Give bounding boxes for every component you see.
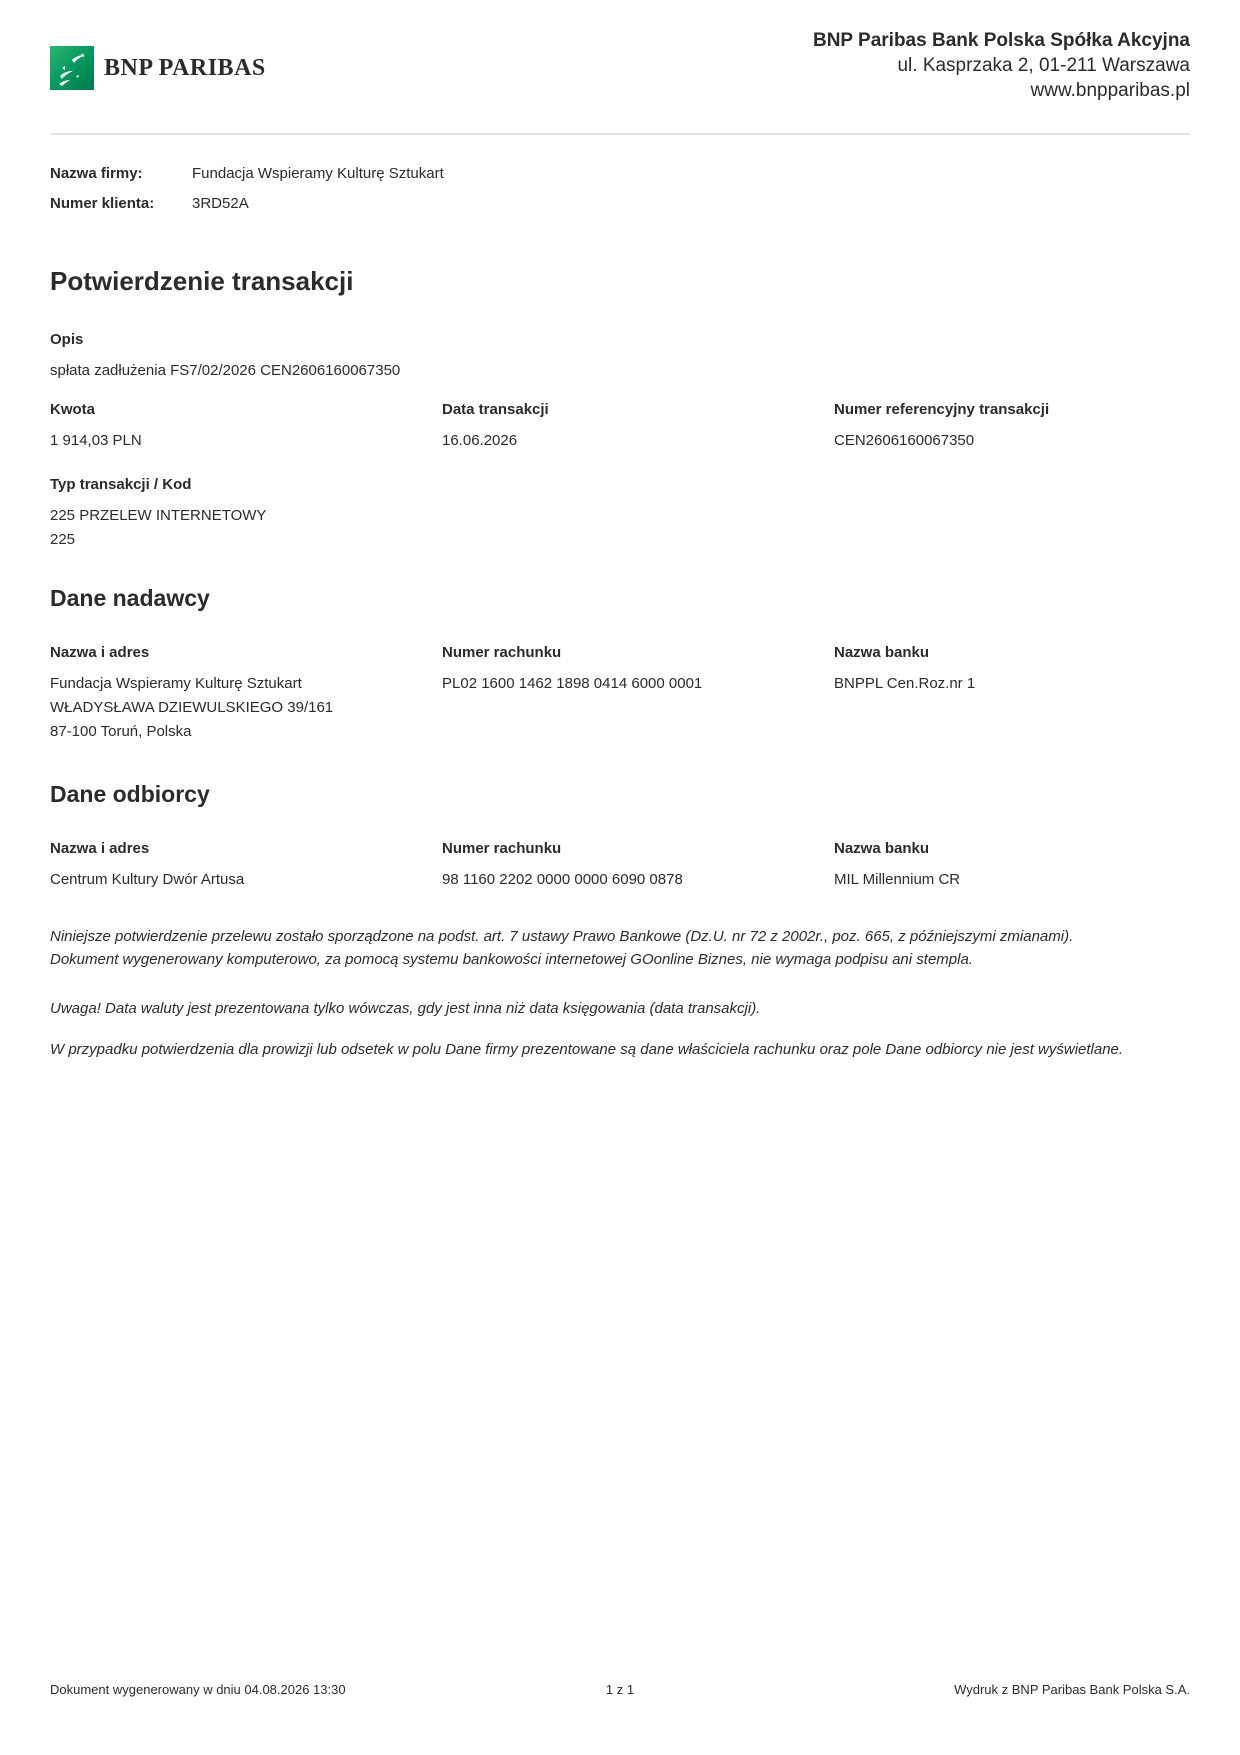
sender-account-label: Numer rachunku [442, 644, 562, 661]
legal-note-basis-line1: Niniejsze potwierdzenie przelewu zostało sporządzone na podst. art. 7 ustawy Prawo Bankowe (Dz.U. nr 72 z 2002r., poz. 665, z późniejszymi zmianami). [50, 928, 1074, 945]
sender-section-title: Dane nadawcy [50, 585, 210, 611]
date-label: Data transakcji [442, 401, 549, 418]
footer-page-number: 1 z 1 [605, 1682, 635, 1697]
date-value: 16.06.2026 [442, 432, 518, 449]
client-number-value: 3RD52A [192, 195, 249, 212]
transaction-type-field [50, 475, 266, 552]
transaction-code-value: 225 [50, 531, 76, 548]
description-label: Opis [50, 331, 84, 348]
bnp-stars-logo-icon [50, 46, 94, 90]
recipient-bank-label: Nazwa banku [834, 840, 930, 857]
document-page [50, 0, 1190, 1755]
sender-bank-label: Nazwa banku [834, 644, 930, 661]
sender-city-line: 87-100 Toruń, Polska [50, 723, 192, 740]
company-name-row [50, 163, 444, 193]
page-title: Potwierdzenie transakcji [50, 266, 354, 296]
document-header [50, 28, 1190, 106]
company-name-label: Nazwa firmy: [50, 165, 143, 182]
legal-notes [50, 925, 1190, 1079]
bank-logo [50, 46, 266, 90]
header-divider [50, 133, 1190, 135]
legal-note-basis [50, 925, 1190, 971]
footer-printout-source: Wydruk z BNP Paribas Bank Polska S.A. [954, 1682, 1190, 1697]
recipient-section-title: Dane odbiorcy [50, 781, 210, 807]
sender-name-line: Fundacja Wspieramy Kulturę Sztukart [50, 675, 302, 692]
recipient-bank-field [834, 839, 960, 892]
transaction-type-value: 225 PRZELEW INTERNETOWY [50, 507, 267, 524]
date-field [442, 400, 549, 453]
bank-address: ul. Kasprzaka 2, 01-211 Warszawa [897, 55, 1190, 76]
amount-value: 1 914,03 PLN [50, 432, 142, 449]
amount-field [50, 400, 142, 453]
sender-street-line: WŁADYSŁAWA DZIEWULSKIEGO 39/161 [50, 699, 334, 716]
bank-website: www.bnpparibas.pl [1030, 80, 1190, 101]
reference-field [834, 400, 1049, 453]
recipient-name-label: Nazwa i adres [50, 840, 150, 857]
recipient-name-field [50, 839, 244, 892]
sender-bank-field [834, 643, 975, 696]
recipient-account-label: Numer rachunku [442, 840, 562, 857]
footer-generated-date: Dokument wygenerowany w dniu 04.08.2026 13:30 [50, 1682, 346, 1697]
sender-bank-value: BNPPL Cen.Roz.nr 1 [834, 675, 976, 692]
transaction-type-label: Typ transakcji / Kod [50, 476, 192, 493]
recipient-bank-value: MIL Millennium CR [834, 871, 961, 888]
description-field [50, 330, 400, 383]
recipient-account-value: 98 1160 2202 0000 0000 6090 0878 [442, 871, 683, 888]
bank-name: BNP Paribas Bank Polska Spółka Akcyjna [812, 30, 1190, 51]
description-value: spłata zadłużenia FS7/02/2026 CEN2606160067350 [50, 362, 401, 379]
sender-name-field [50, 643, 333, 744]
recipient-name-value: Centrum Kultury Dwór Artusa [50, 871, 245, 888]
sender-account-field [442, 643, 702, 696]
company-info [50, 163, 444, 223]
reference-value: CEN2606160067350 [834, 432, 975, 449]
company-name-value: Fundacja Wspieramy Kulturę Sztukart [192, 165, 444, 182]
amount-label: Kwota [50, 401, 95, 418]
reference-label: Numer referencyjny transakcji [834, 401, 1050, 418]
client-number-row [50, 193, 444, 223]
sender-account-value: PL02 1600 1462 1898 0414 6000 0001 [442, 675, 703, 692]
legal-note-basis-line2: Dokument wygenerowany komputerowo, za pomocą systemu bankowości internetowej GOonline Biznes, nie wymaga podpisu ani stempla. [50, 951, 973, 968]
recipient-account-field [442, 839, 683, 892]
logo-wordmark: BNP PARIBAS [104, 54, 266, 81]
client-number-label: Numer klienta: [50, 195, 155, 212]
bank-address-block [813, 28, 1190, 103]
sender-name-label: Nazwa i adres [50, 644, 150, 661]
legal-note-value-date: Uwaga! Data waluty jest prezentowana tylko wówczas, gdy jest inna niż data księgowania (data transakcji). [50, 1000, 761, 1017]
legal-note-commission: W przypadku potwierdzenia dla prowizji lub odsetek w polu Dane firmy prezentowane są dane właściciela rachunku oraz pole Dane odbiorcy nie jest wyświetlane. [50, 1041, 1124, 1058]
